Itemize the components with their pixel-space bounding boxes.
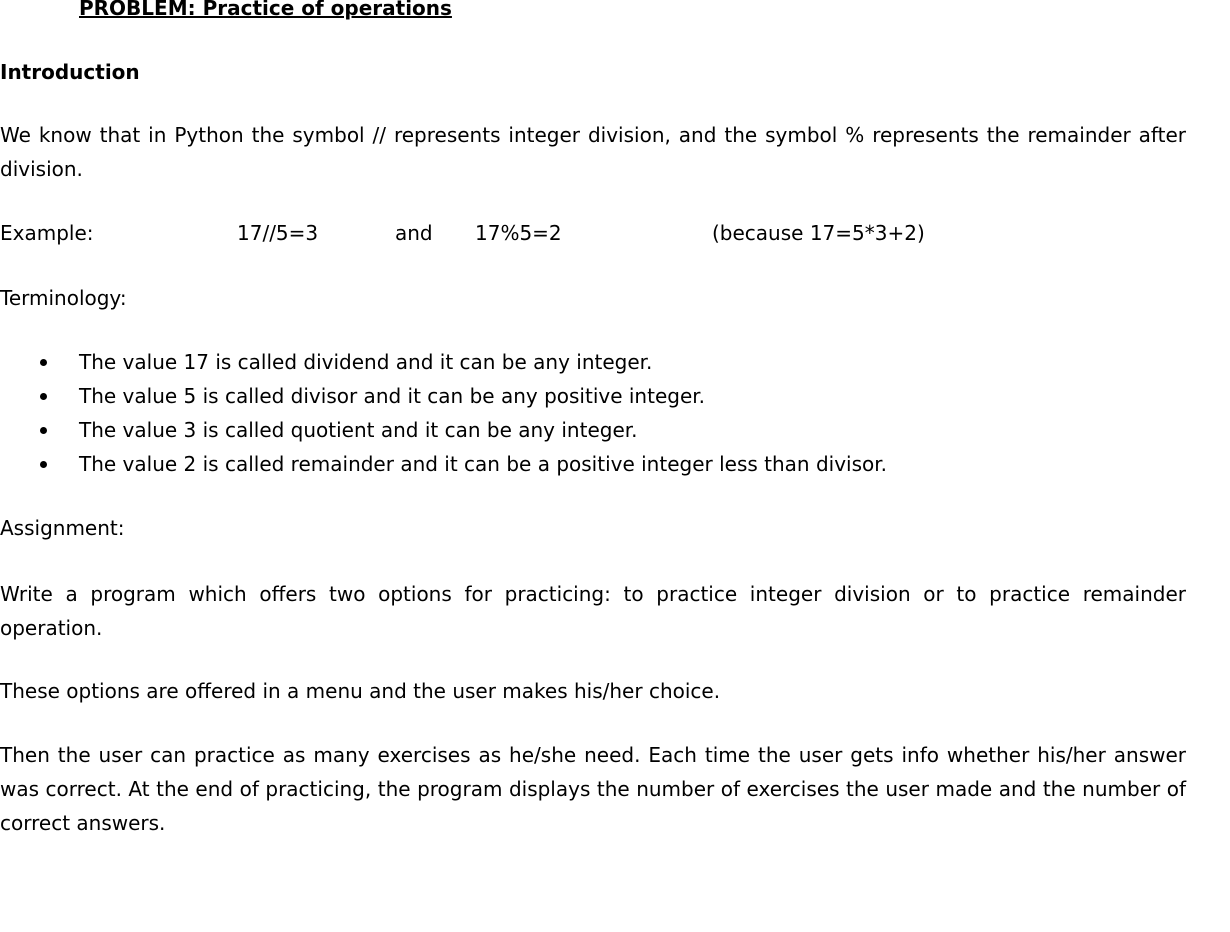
- list-item-text: The value 3 is called quotient and it can be any integer.: [79, 418, 638, 442]
- bullet-icon: [40, 393, 47, 400]
- introduction-paragraph: We know that in Python the symbol // represents integer division, and the symbol % represents the remainder after division.: [0, 123, 1186, 181]
- list-item-text: The value 2 is called remainder and it can be a positive integer less than divisor.: [79, 452, 887, 476]
- assignment-label: Assignment:: [0, 516, 125, 540]
- example-row: [0, 216, 1186, 250]
- list-item: [0, 345, 1186, 379]
- bullet-icon: [40, 359, 47, 366]
- list-item: [0, 447, 1186, 481]
- list-item-text: The value 5 is called divisor and it can be any positive integer.: [79, 384, 705, 408]
- list-item: [0, 379, 1186, 413]
- example-explanation: (because 17=5*3+2): [712, 221, 925, 245]
- example-integer-division: 17//5=3: [237, 221, 319, 245]
- terminology-label: Terminology:: [0, 286, 127, 310]
- introduction-heading: Introduction: [0, 60, 140, 84]
- assignment-paragraph-1: Write a program which offers two options for practicing: to practice integer division or to practice remainder operation.: [0, 582, 1186, 640]
- terminology-list: [0, 345, 1186, 481]
- document-title: PROBLEM: Practice of operations: [79, 0, 452, 20]
- bullet-icon: [40, 427, 47, 434]
- example-remainder: 17%5=2: [475, 221, 562, 245]
- list-item: [0, 413, 1186, 447]
- example-label: Example:: [0, 221, 94, 245]
- example-conjunction: and: [395, 221, 433, 245]
- list-item-text: The value 17 is called dividend and it can be any integer.: [79, 350, 653, 374]
- assignment-paragraph-3: Then the user can practice as many exercises as he/she need. Each time the user gets info whether his/her answer was correct. At the end of practicing, the program displays the number of exercises the user made and the number of correct answers.: [0, 743, 1186, 835]
- assignment-paragraph-2: These options are offered in a menu and the user makes his/her choice.: [0, 679, 721, 703]
- bullet-icon: [40, 461, 47, 468]
